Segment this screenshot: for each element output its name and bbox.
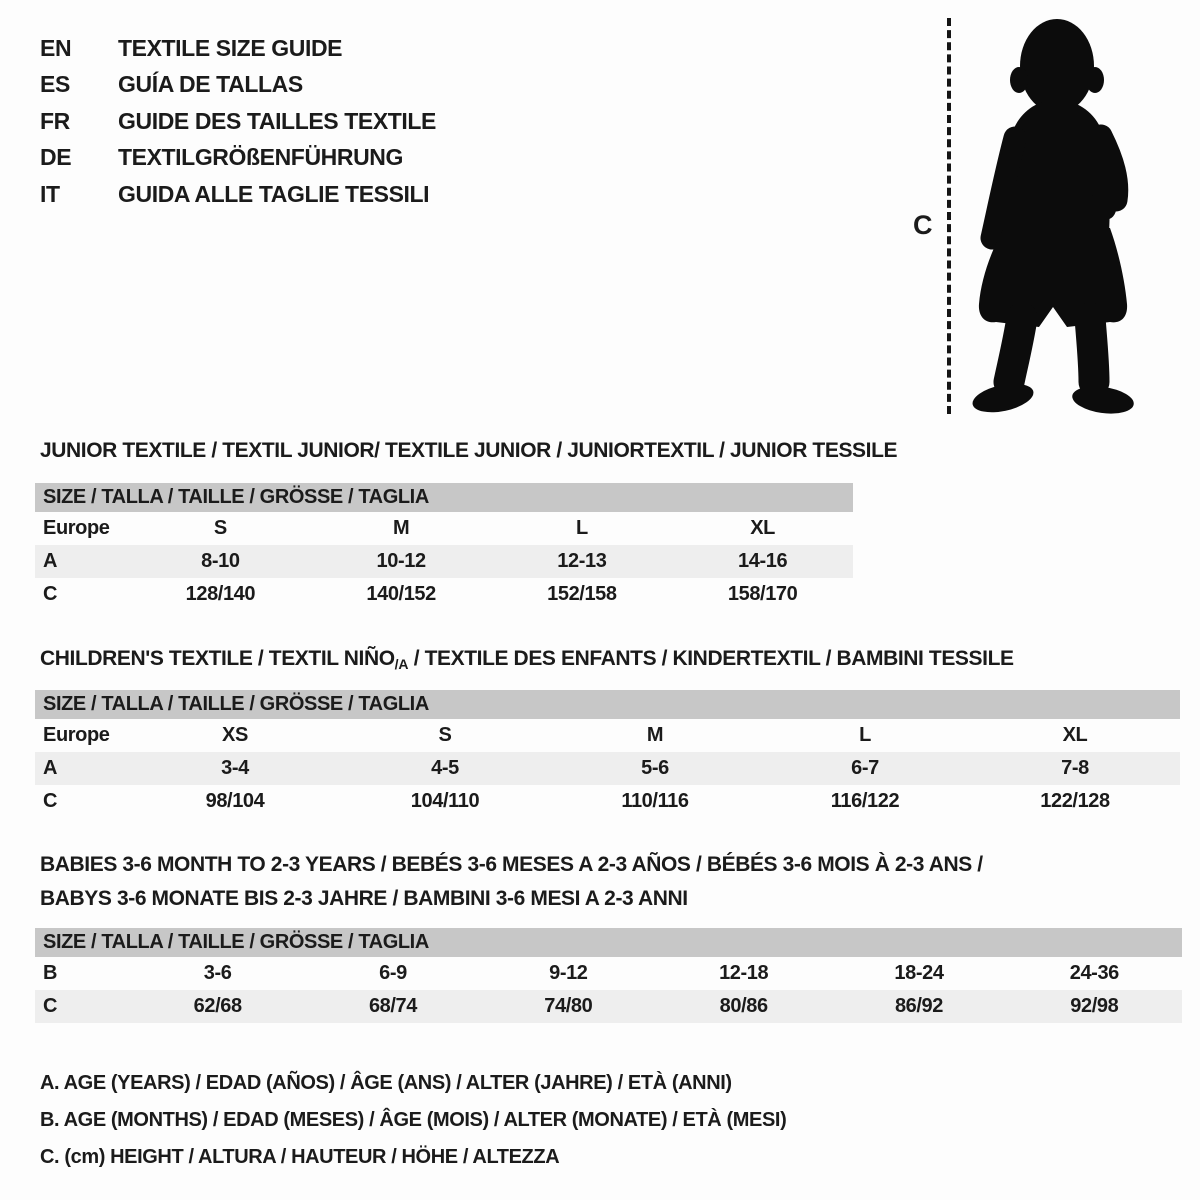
section-title-subscript: /A (394, 656, 409, 672)
language-row (40, 140, 436, 177)
table-cell: XL (750, 517, 775, 539)
language-row (40, 30, 436, 67)
language-code: EN (40, 34, 72, 61)
table-cell: M (646, 724, 664, 746)
babies-size-table (35, 928, 1182, 1023)
table-row (35, 785, 1180, 818)
table-cell: 62/68 (193, 995, 242, 1017)
table-header-bar: SIZE / TALLA / TAILLE / GRÖSSE / TAGLIA (35, 483, 853, 512)
language-title: GUIDE DES TAILLES TEXTILE (118, 107, 436, 134)
table-cell: XL (1062, 724, 1088, 746)
language-code: IT (40, 180, 60, 207)
legend-line-a: A. AGE (YEARS) / EDAD (AÑOS) / ÂGE (ANS) / ALTER (JAHRE) / ETÀ (ANNI) (40, 1072, 732, 1094)
language-row (40, 176, 436, 213)
table-header-bar: SIZE / TALLA / TAILLE / GRÖSSE / TAGLIA (35, 928, 1182, 957)
legend-line-b: B. AGE (MONTHS) / EDAD (MESES) / ÂGE (MOIS) / ALTER (MONATE) / ETÀ (MESI) (40, 1109, 787, 1131)
table-cell: XS (222, 724, 248, 746)
row-label: C (43, 790, 58, 812)
legend-line-c: C. (cm) HEIGHT / ALTURA / HAUTEUR / HÖHE / ALTEZZA (40, 1146, 560, 1168)
table-cell: 5-6 (641, 757, 669, 779)
junior-section-title (40, 434, 897, 468)
table-row (35, 512, 853, 545)
table-row (35, 752, 1180, 785)
table-cell: 92/98 (1070, 995, 1119, 1017)
table-row (35, 719, 1180, 752)
measure-legend (40, 1065, 786, 1176)
table-cell: L (859, 724, 871, 746)
language-row (40, 103, 436, 140)
table-cell: 152/158 (547, 583, 617, 605)
toddler-silhouette-icon (963, 16, 1143, 420)
row-label: Europe (43, 724, 110, 746)
section-title-line: BABYS 3-6 MONATE BIS 2-3 JAHRE / BAMBINI 3-6 MESI A 2-3 ANNI (40, 887, 688, 910)
table-cell: 140/152 (366, 583, 436, 605)
table-cell: 110/116 (621, 790, 689, 812)
table-cell: 10-12 (376, 550, 426, 572)
table-cell: S (438, 724, 452, 746)
row-label: C (43, 995, 58, 1017)
children-section-title (40, 642, 1014, 681)
table-cell: 116/122 (830, 790, 900, 812)
row-label: Europe (43, 517, 110, 539)
table-cell: 9-12 (549, 962, 588, 984)
table-cell: 122/128 (1040, 790, 1110, 812)
table-row (35, 578, 853, 611)
children-size-table (35, 690, 1180, 818)
measure-label-c: C (913, 210, 933, 240)
language-title: TEXTILE SIZE GUIDE (118, 34, 343, 61)
babies-section-title (40, 848, 983, 916)
table-cell: 86/92 (894, 995, 944, 1017)
language-code: DE (40, 144, 72, 171)
table-cell: 6-7 (851, 757, 879, 779)
language-title-list (40, 30, 436, 213)
table-header-bar: SIZE / TALLA / TAILLE / GRÖSSE / TAGLIA (35, 690, 1180, 719)
row-label: A (43, 757, 58, 779)
table-row (35, 957, 1182, 990)
table-cell: L (575, 517, 588, 539)
section-title-text: JUNIOR TEXTILE / TEXTIL JUNIOR/ TEXTILE JUNIOR / JUNIORTEXTIL / JUNIOR TESSILE (40, 439, 898, 462)
height-measure-figure (895, 10, 1195, 425)
table-cell: 7-8 (1061, 757, 1089, 779)
section-title-text: / TEXTILE DES ENFANTS / KINDERTEXTIL / BAMBINI TESSILE (408, 647, 1014, 670)
table-cell: 12-13 (557, 550, 607, 572)
table-cell: 8-10 (201, 550, 240, 572)
table-cell: 68/74 (368, 995, 418, 1017)
table-cell: 3-6 (203, 962, 232, 984)
table-cell: 14-16 (738, 550, 788, 572)
table-cell: 98/104 (205, 790, 265, 812)
row-label: B (43, 962, 58, 984)
table-row (35, 545, 853, 578)
height-dashed-line (947, 18, 951, 414)
row-label: A (43, 550, 58, 572)
language-code: ES (40, 71, 70, 98)
table-cell: 12-18 (719, 962, 769, 984)
language-title: GUÍA DE TALLAS (118, 71, 303, 98)
table-cell: M (392, 517, 410, 539)
language-title: TEXTILGRÖßENFÜHRUNG (118, 144, 403, 171)
section-title-text: CHILDREN'S TEXTILE / TEXTIL NIÑO (40, 647, 395, 670)
table-cell: 4-5 (431, 757, 459, 779)
section-title-line: BABIES 3-6 MONTH TO 2-3 YEARS / BEBÉS 3-6 MESES A 2-3 AÑOS / BÉBÉS 3-6 MOIS À 2-3 ANS / (40, 853, 983, 876)
junior-size-table (35, 483, 853, 611)
table-cell: 158/170 (727, 583, 798, 605)
table-cell: 80/86 (719, 995, 768, 1017)
table-cell: S (213, 517, 227, 539)
language-title: GUIDA ALLE TAGLIE TESSILI (118, 180, 430, 207)
table-cell: 3-4 (221, 757, 249, 779)
table-cell: 74/80 (544, 995, 593, 1017)
language-row (40, 67, 436, 104)
table-cell: 6-9 (379, 962, 407, 984)
table-row (35, 990, 1182, 1023)
table-cell: 18-24 (894, 962, 944, 984)
table-cell: 128/140 (185, 583, 256, 605)
table-cell: 24-36 (1069, 962, 1119, 984)
language-code: FR (40, 107, 70, 134)
table-cell: 104/110 (410, 790, 480, 812)
row-label: C (43, 583, 58, 605)
